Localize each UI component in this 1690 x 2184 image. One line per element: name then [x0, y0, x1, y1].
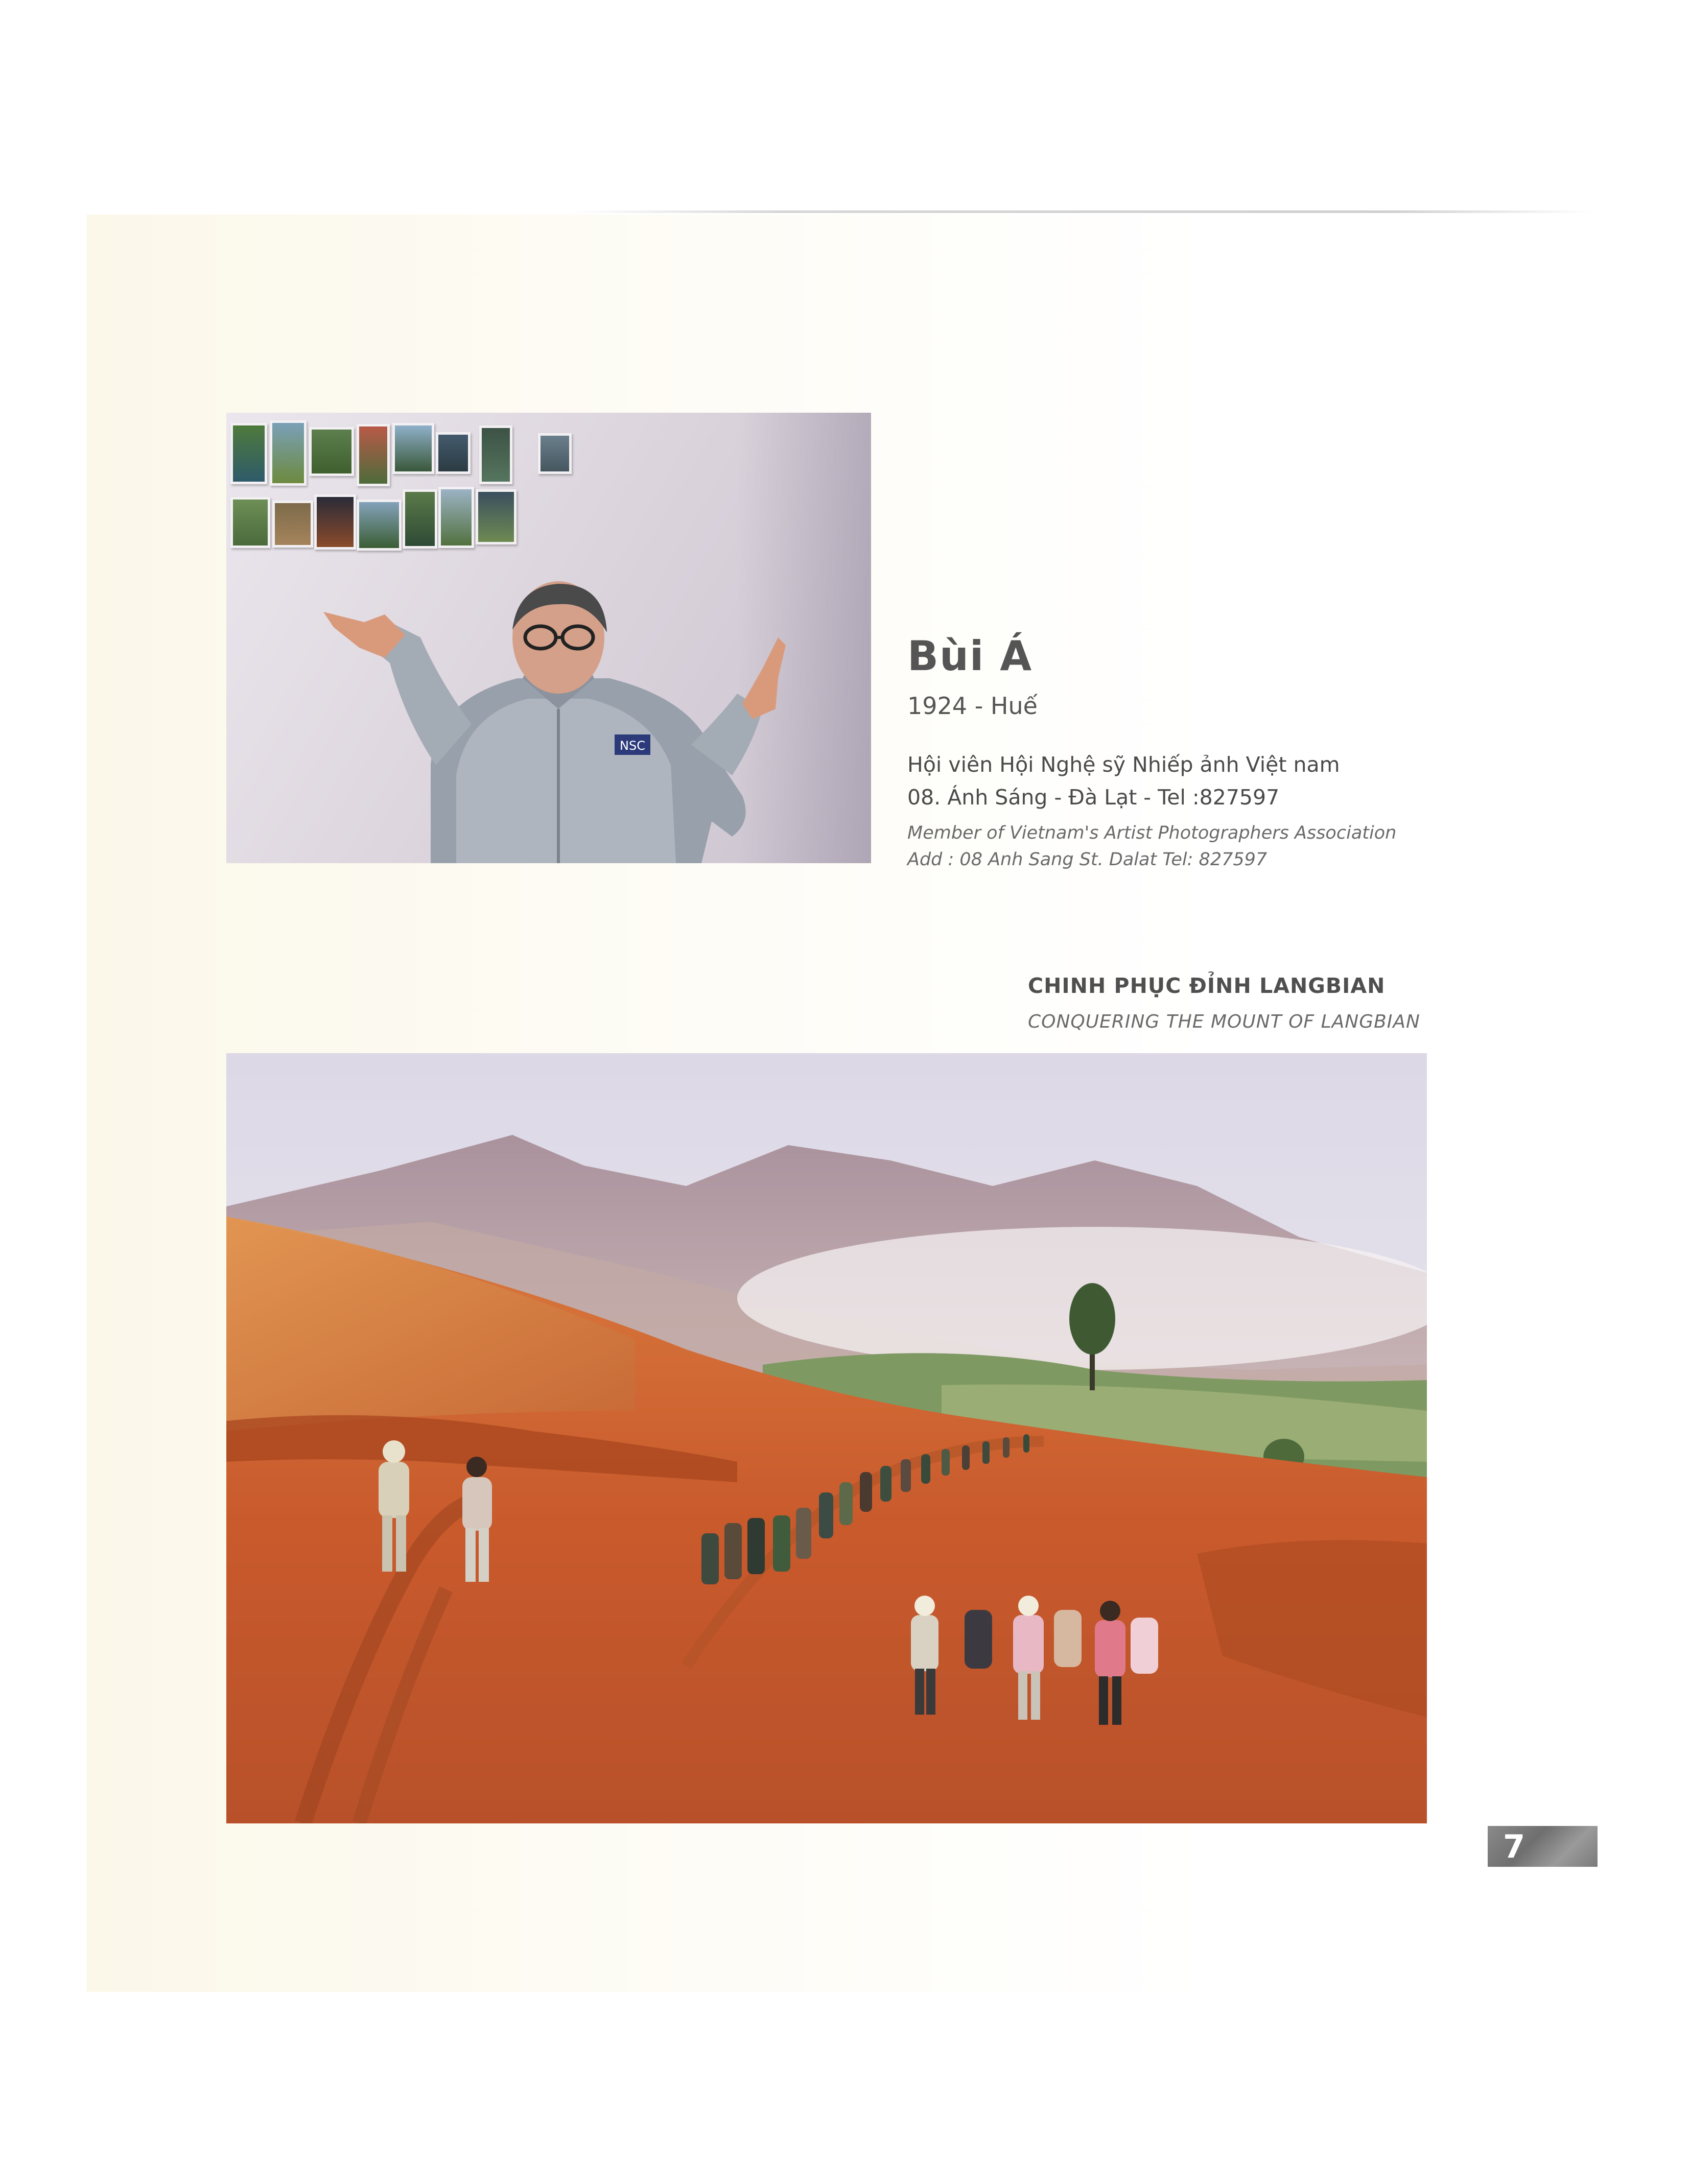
pinned-photo	[357, 424, 390, 486]
pinned-photo	[230, 423, 267, 484]
artist-birth-info: 1924 - Huế	[907, 692, 1038, 720]
artist-details-en	[907, 820, 1396, 873]
membership-vn: Hội viên Hội Nghệ sỹ Nhiếp ảnh Việt nam	[907, 752, 1340, 777]
artist-portrait-photo	[226, 413, 871, 863]
photo-title-en: CONQUERING THE MOUNT OF LANGBIAN	[1028, 1011, 1420, 1032]
pinned-photo	[270, 420, 307, 486]
page-number: 7	[1503, 1828, 1525, 1865]
pinned-photo	[272, 501, 313, 548]
pinned-photo	[314, 494, 356, 550]
pinned-photo	[479, 425, 512, 484]
pinned-photo	[538, 433, 572, 474]
jacket-logo: NSC	[620, 739, 645, 753]
pinned-photo	[392, 423, 434, 474]
address-vn: 08. Ánh Sáng - Đà Lạt - Tel :827597	[907, 785, 1280, 810]
photographer-figure	[303, 581, 804, 863]
landscape-illustration	[226, 1053, 1427, 1823]
pinned-photo	[476, 489, 517, 544]
artist-details-vn	[907, 748, 1340, 814]
pinned-photo	[438, 487, 474, 548]
pinned-photo	[436, 432, 471, 474]
pinned-photo	[309, 427, 354, 476]
artist-name: Bùi Á	[907, 632, 1033, 680]
photo-title-vn: CHINH PHỤC ĐỈNH LANGBIAN	[1028, 974, 1386, 998]
top-rule-divider	[572, 210, 1594, 213]
address-en: Add : 08 Anh Sang St. Dalat Tel: 827597	[907, 849, 1268, 870]
langbian-landscape-photo	[226, 1053, 1427, 1823]
pinned-photo	[403, 489, 437, 549]
page-number-badge	[1488, 1826, 1598, 1867]
pinned-photo	[357, 500, 402, 551]
pinned-photo	[230, 497, 270, 548]
membership-en: Member of Vietnam's Artist Photographers Association	[907, 823, 1397, 843]
